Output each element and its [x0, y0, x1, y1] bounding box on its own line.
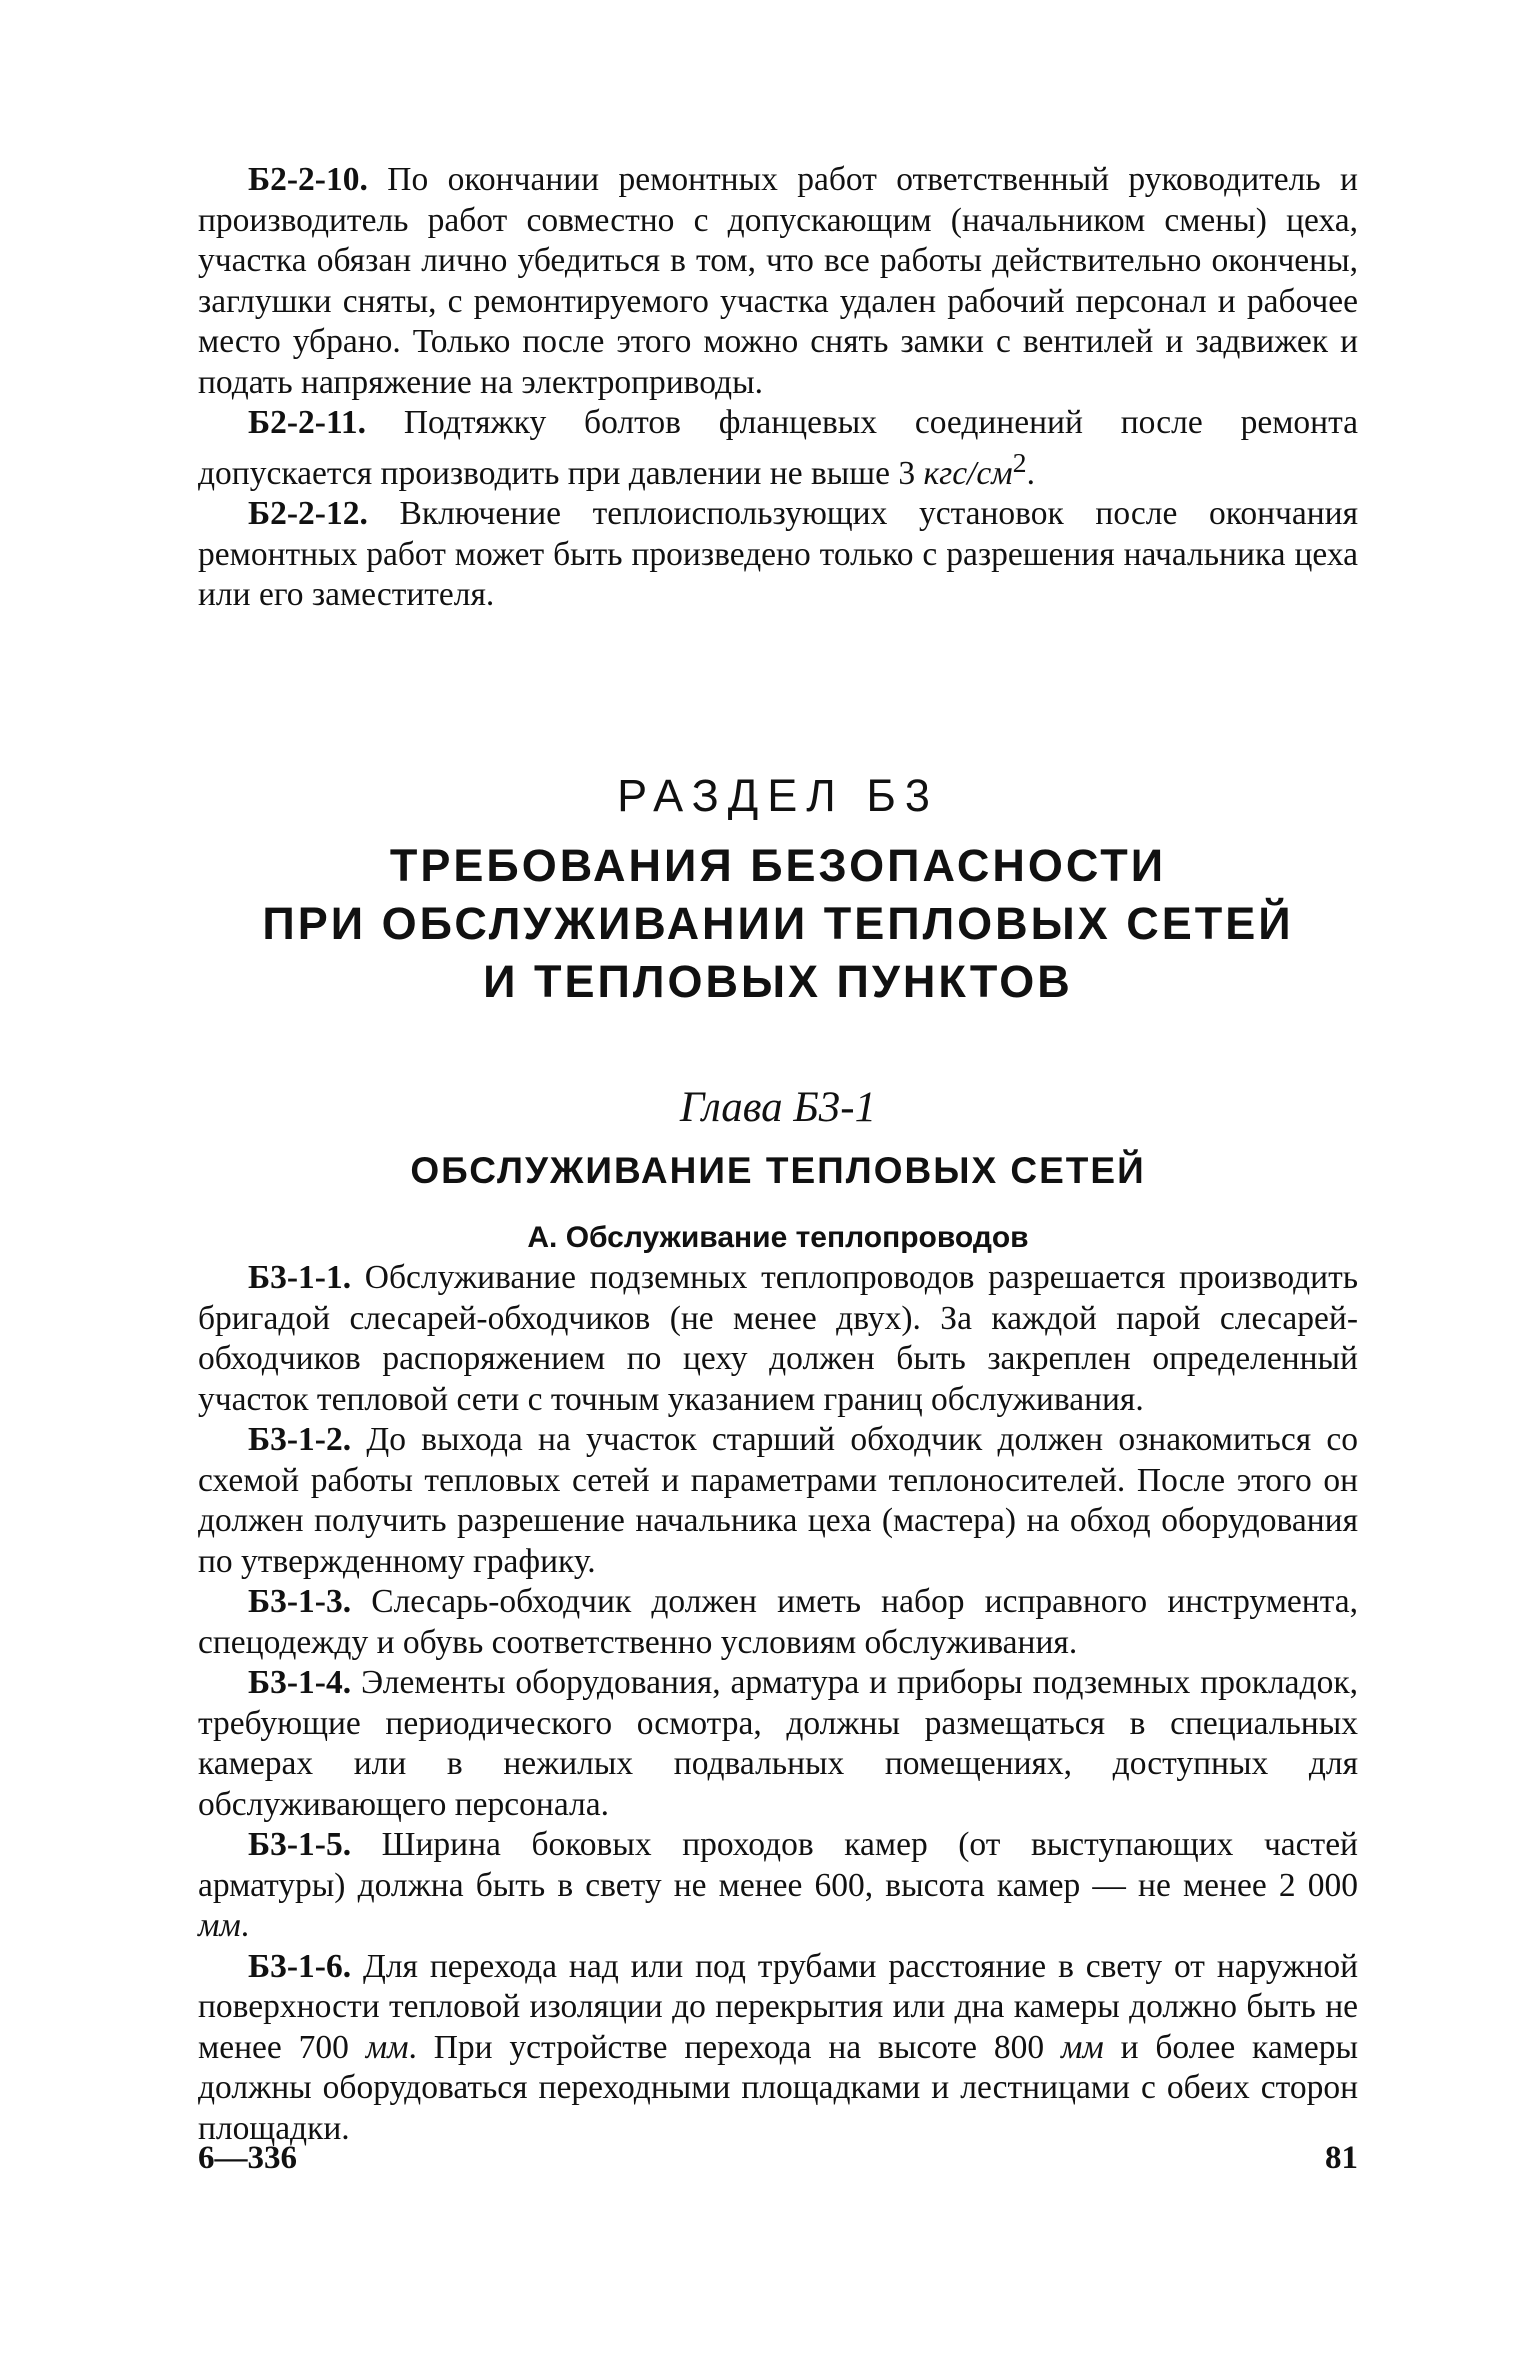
chapter-paragraphs: [198, 1258, 1358, 2149]
paragraph-b2-2-10: [198, 160, 1358, 403]
chapter-heading: ОБСЛУЖИВАНИЕ ТЕПЛОВЫХ СЕТЕЙ: [410, 1150, 1146, 1191]
paragraph-text: Обслуживание подземных теплопроводов разрешается производить бригадой слесарей-обходчиков (не менее двух). За каждой парой слесарей-обходчиков распоряжением по цеху должен быть закреплен определенный участок тепловой сети с точным указанием границ обслуживания.: [198, 1259, 1358, 1418]
signature-mark: 6—336: [198, 2140, 297, 2176]
paragraph-text: До выхода на участок старший обходчик должен ознакомиться со схемой работы тепловых сетей и параметрами теплоносителей. После этого он должен получить разрешение начальника цеха (мастера) на обход оборудования по утвержденному графику.: [198, 1421, 1358, 1580]
paragraph-number: Б3-1-2.: [248, 1421, 352, 1458]
paragraph-b3-1-2: [198, 1420, 1358, 1582]
paragraph-b3-1-5: [198, 1825, 1358, 1947]
unit-text: мм: [1060, 2028, 1104, 2066]
paragraph-number: Б2-2-10.: [248, 161, 368, 198]
paragraph-number: Б2-2-11.: [248, 404, 366, 441]
unit-text: кгс/см: [923, 454, 1013, 492]
paragraph-number: Б2-2-12.: [248, 495, 368, 533]
paragraph-text-end: .: [1026, 454, 1035, 492]
chapter-label: Глава Б3-1: [679, 1084, 877, 1131]
paragraph-number: Б3-1-1.: [248, 1259, 352, 1296]
unit-superscript: 2: [1012, 447, 1027, 479]
page-number: 81: [1325, 2140, 1358, 2176]
paragraph-number: Б3-1-4.: [248, 1664, 352, 1701]
paragraph-b3-1-1: [198, 1258, 1358, 1420]
unit-text: мм: [198, 1907, 241, 1944]
paragraph-text: Слесарь-обходчик должен иметь набор исправного инструмента, спецодежду и обувь соответственно условиям обслуживания.: [198, 1583, 1358, 1661]
paragraph-b2-2-12: [198, 494, 1358, 616]
paragraph-text: По окончании ремонтных работ ответственный руководитель и производитель работ совместно с допускающим (начальником смены) цеха, участка обязан лично убедиться в том, что все работы действительно окончены, заглушки сняты, с ремонтируемого участка удален рабочий персонал и рабочее место убрано. Только после этого можно снять замки с вентилей и задвижек и подать напряжение на электроприводы.: [198, 161, 1358, 401]
paragraph-text: . При устройстве перехода на высоте 800: [408, 2028, 1061, 2066]
paragraph-text: Подтяжку болтов фланцевых соединений после ремонта допускается производить при давлении не выше 3: [198, 404, 1358, 492]
unit-text: мм: [365, 2028, 409, 2066]
paragraph-b3-1-6: [198, 1947, 1358, 2150]
paragraph-number: Б3-1-5.: [248, 1826, 352, 1863]
previous-section-paragraphs: [198, 160, 1358, 616]
section-title-block: [198, 767, 1358, 1011]
section-heading: ТРЕБОВАНИЯ БЕЗОПАСНОСТИ ПРИ ОБСЛУЖИВАНИИ ТЕПЛОВЫХ СЕТЕЙ И ТЕПЛОВЫХ ПУНКТОВ: [262, 840, 1294, 1007]
page-footer: [198, 2140, 1358, 2190]
subsection-heading: А. Обслуживание теплопроводов: [527, 1221, 1029, 1254]
chapter-title-block: [198, 1080, 1358, 1258]
paragraph-text: Элементы оборудования, арматура и приборы подземных прокладок, требующие периодического осмотра, должны размещаться в специальных камерах или в нежилых подвальных помещениях, доступных для обслуживающего персонала.: [198, 1664, 1358, 1823]
document-page: [198, 160, 1358, 2260]
paragraph-text: Ширина боковых проходов камер (от выступающих частей арматуры) должна быть в свету не менее 600, высота камер — не менее 2 000: [198, 1826, 1358, 1904]
section-label: РАЗДЕЛ Б3: [617, 770, 939, 821]
paragraph-text: Включение теплоиспользующих установок после окончания ремонтных работ может быть произведено только с разрешения начальника цеха или его заместителя.: [198, 495, 1358, 614]
paragraph-text-end: .: [240, 1907, 250, 1944]
paragraph-b3-1-4: [198, 1663, 1358, 1825]
paragraph-b2-2-11: [198, 403, 1358, 494]
paragraph-number: Б3-1-3.: [248, 1583, 352, 1620]
paragraph-b3-1-3: [198, 1582, 1358, 1663]
paragraph-text-end: и более камеры должны оборудоваться переходными площадками и лестницами с обеих сторон площадки.: [198, 2028, 1359, 2147]
paragraph-text: Для перехода над или под трубами расстояние в свету от наружной поверхности тепловой изоляции до перекрытия или дна камеры должно быть не менее 700: [198, 1947, 1358, 2066]
paragraph-number: Б3-1-6.: [248, 1947, 352, 1985]
